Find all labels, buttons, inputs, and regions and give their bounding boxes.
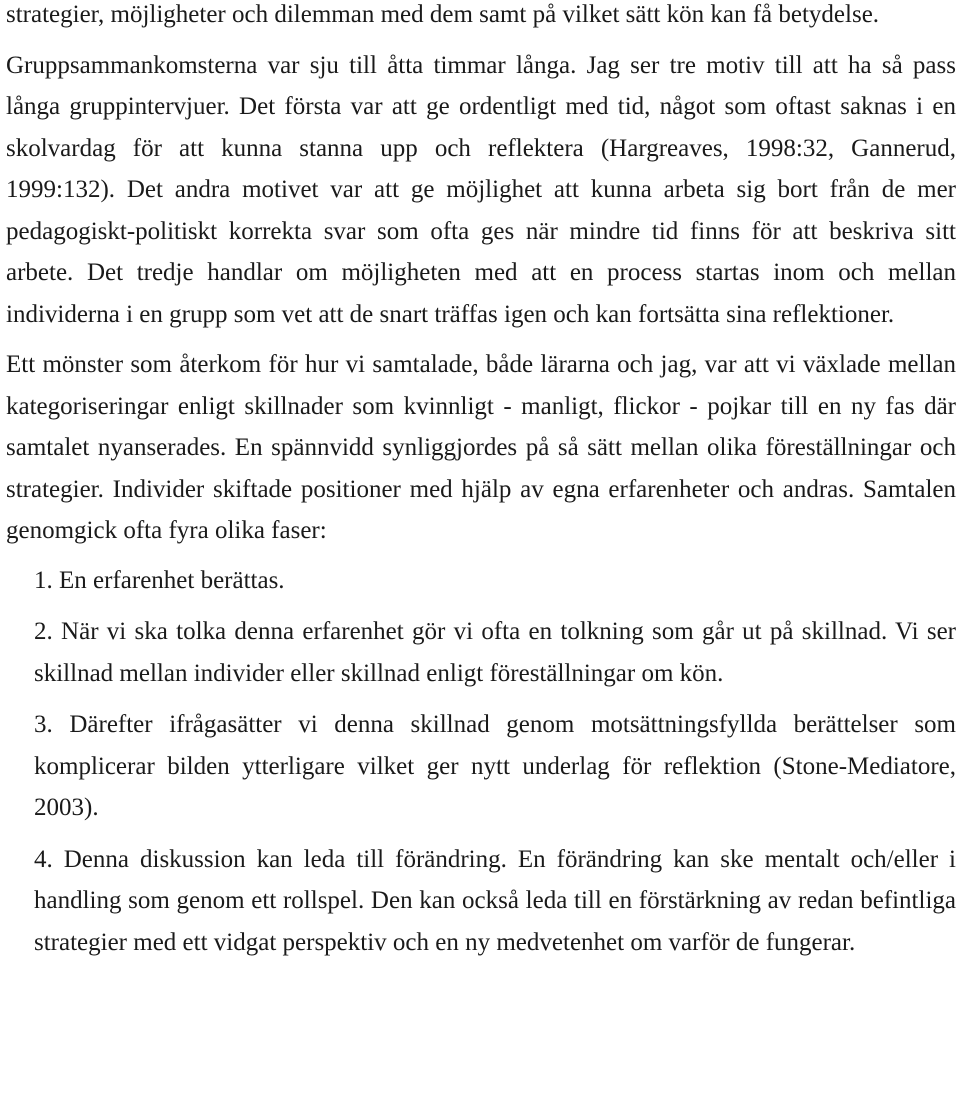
paragraph-group-sessions: Gruppsammankomsterna var sju till åtta timmar långa. Jag ser tre motiv till att ha så pass långa gruppintervjuer. Det första var att ge ordentligt med tid, något som oftast saknas i en skolvardag för att kunna stanna upp och reflektera (Hargreaves, 1998:32, Gannerud, 1999:132). Det andra motivet var att ge möjlighet att kunna arbeta sig bort från de mer pedagogiskt-politiskt korrekta svar som ofta ges när mindre tid finns för att beskriva sitt arbete. Det tredje handlar om möjligheten med att en process startas inom och mellan individerna i en grupp som vet att de snart träffas igen och kan fortsätta sina reflektioner.: [6, 51, 956, 328]
paragraph-pattern: Ett mönster som återkom för hur vi samtalade, både lärarna och jag, var att vi växlade mellan kategoriseringar enligt skillnader som kvinnligt - manligt, flickor - pojkar till en ny fas där samtalet nyanserades. En spännvidd synliggjordes på så sätt mellan olika föreställningar och strategier. Individer skiftade positioner med hjälp av egna erfarenheter och andras. Samtalen genomgick ofta fyra olika faser:: [6, 351, 956, 544]
list-item-text: 2. När vi ska tolka denna erfarenhet gör vi ofta en tolkning som går ut på skillnad. Vi ser skillnad mellan individer eller skillnad enligt föreställningar om kön.: [34, 618, 956, 687]
paragraph-continuation: strategier, möjligheter och dilemman med dem samt på vilket sätt kön kan få betydelse.: [6, 1, 880, 28]
list-item-text: 3. Därefter ifrågasätter vi denna skillnad genom motsättningsfyllda berättelser som komplicerar bilden ytterligare vilket ger nytt underlag för reflektion (Stone-Mediatore, 2003).: [34, 711, 956, 821]
list-item: [34, 704, 956, 829]
list-item: [34, 611, 956, 694]
list-item: [34, 560, 956, 602]
list-item: [34, 839, 956, 964]
list-item-text: 4. Denna diskussion kan leda till förändring. En förändring kan ske mentalt och/eller i handling som genom ett rollspel. Den kan också leda till en förstärkning av redan befintliga strategier med ett vidgat perspektiv och en ny medvetenhet om varför de fungerar.: [34, 845, 956, 956]
list-item-text: 1. En erfarenhet berättas.: [34, 566, 285, 594]
phases-list: [6, 560, 956, 964]
